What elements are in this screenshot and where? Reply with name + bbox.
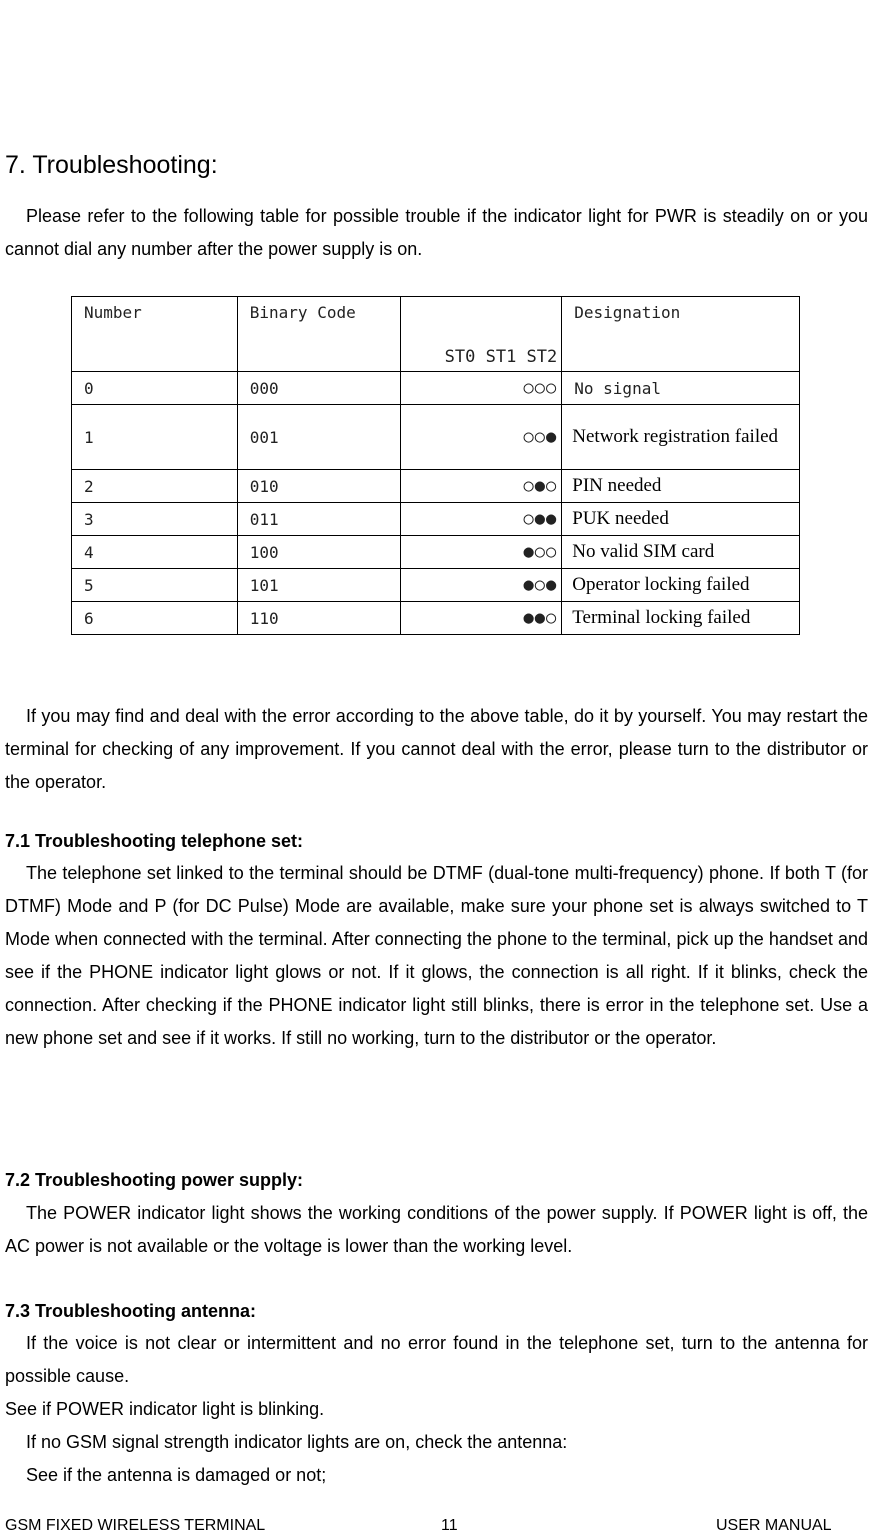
cell-designation: Operator locking failed bbox=[562, 569, 800, 602]
subsection-7-3-p4: See if the antenna is damaged or not; bbox=[26, 1465, 327, 1485]
cell-code: 110 bbox=[237, 602, 400, 635]
cell-code: 010 bbox=[237, 470, 400, 503]
cell-status-lights: ○●○ bbox=[400, 470, 562, 503]
cell-status-lights: ○○○ bbox=[400, 372, 562, 405]
error-code-table bbox=[71, 296, 800, 635]
subsection-7-1-title: 7.1 Troubleshooting telephone set: bbox=[5, 831, 304, 851]
cell-designation: Terminal locking failed bbox=[562, 602, 800, 635]
footer-right: USER MANUAL bbox=[716, 1517, 832, 1532]
header-status: ST0 ST1 ST2 bbox=[400, 297, 562, 372]
table-row bbox=[72, 405, 800, 470]
cell-status-lights: ○●● bbox=[400, 503, 562, 536]
cell-code: 000 bbox=[237, 372, 400, 405]
cell-code: 001 bbox=[237, 405, 400, 470]
cell-number: 5 bbox=[72, 569, 238, 602]
cell-number: 3 bbox=[72, 503, 238, 536]
cell-code: 101 bbox=[237, 569, 400, 602]
cell-designation: PUK needed bbox=[562, 503, 800, 536]
cell-designation: No valid SIM card bbox=[562, 536, 800, 569]
table-row bbox=[72, 503, 800, 536]
cell-number: 4 bbox=[72, 536, 238, 569]
cell-status-lights: ●●○ bbox=[400, 602, 562, 635]
header-number: Number bbox=[72, 297, 238, 372]
section-heading: 7. Troubleshooting: bbox=[5, 151, 218, 179]
cell-number: 2 bbox=[72, 470, 238, 503]
footer-left: GSM FIXED WIRELESS TERMINAL bbox=[5, 1517, 266, 1532]
header-designation: Designation bbox=[562, 297, 800, 372]
subsection-7-1-body: The telephone set linked to the terminal should be DTMF (dual-tone multi-frequency) phone. If both T (for DTMF) Mode and P (for DC Pulse) Mode are available, make sure your phone set is always switched to T Mode when connected with the terminal. After connecting the phone to the terminal, pick up the handset and see if the PHONE indicator light glows or not. If it glows, the connection is all right. If it blinks, check the connection. After checking if the PHONE indicator light still blinks, there is error in the telephone set. Use a new phone set and see if it works. If still no working, turn to the distributor or the operator. bbox=[5, 863, 868, 1048]
cell-number: 1 bbox=[72, 405, 238, 470]
intro-paragraph: Please refer to the following table for possible trouble if the indicator light for PWR is steadily on or you cannot dial any number after the power supply is on. bbox=[5, 206, 868, 259]
header-binary-code: Binary Code bbox=[237, 297, 400, 372]
cell-designation: Network registration failed bbox=[562, 405, 800, 470]
subsection-7-3-p1: If the voice is not clear or intermittent and no error found in the telephone set, turn to the antenna for possible cause. bbox=[5, 1333, 868, 1386]
cell-code: 100 bbox=[237, 536, 400, 569]
subsection-7-2-body: The POWER indicator light shows the working conditions of the power supply. If POWER light is off, the AC power is not available or the voltage is lower than the working level. bbox=[5, 1203, 868, 1256]
cell-status-lights: ●○○ bbox=[400, 536, 562, 569]
footer-page-number: 11 bbox=[441, 1517, 458, 1532]
table-row bbox=[72, 372, 800, 405]
cell-status-lights: ○○● bbox=[400, 405, 562, 470]
table-row bbox=[72, 569, 800, 602]
table-row bbox=[72, 536, 800, 569]
cell-number: 6 bbox=[72, 602, 238, 635]
subsection-7-3-p3: If no GSM signal strength indicator lights are on, check the antenna: bbox=[26, 1432, 568, 1452]
cell-code: 011 bbox=[237, 503, 400, 536]
after-table-paragraph: If you may find and deal with the error according to the above table, do it by yourself. You may restart the terminal for checking of any improvement. If you cannot deal with the error, please turn to the distributor or the operator. bbox=[5, 706, 868, 792]
subsection-7-3-title: 7.3 Troubleshooting antenna: bbox=[5, 1301, 257, 1321]
cell-status-lights: ●○● bbox=[400, 569, 562, 602]
cell-designation: PIN needed bbox=[562, 470, 800, 503]
subsection-7-3-p2: See if POWER indicator light is blinking. bbox=[5, 1399, 325, 1419]
subsection-7-2-title: 7.2 Troubleshooting power supply: bbox=[5, 1170, 304, 1190]
table-row bbox=[72, 470, 800, 503]
table-row bbox=[72, 602, 800, 635]
cell-number: 0 bbox=[72, 372, 238, 405]
table-header-row bbox=[72, 297, 800, 372]
cell-designation: No signal bbox=[562, 372, 800, 405]
